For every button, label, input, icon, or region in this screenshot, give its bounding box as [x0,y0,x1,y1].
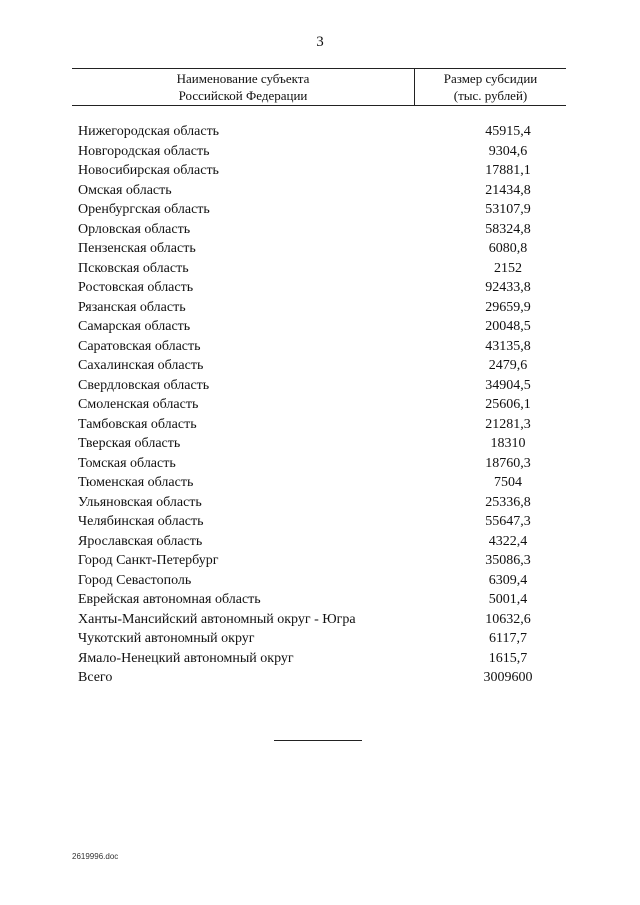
subsidy-value: 1615,7 [488,650,528,666]
table-row [78,454,566,474]
table-row [78,493,566,513]
subsidy-value: 5001,4 [488,592,528,607]
subsidy-value: 25336,8 [485,494,531,510]
subsidy-value: 21434,8 [485,182,531,198]
subsidy-value: 17881,1 [485,163,531,178]
table-row [78,649,566,669]
subsidy-value: 92433,8 [485,280,531,295]
document-file-code: 2619996.doc [72,852,119,861]
subject-name: Новгородская область [78,143,210,159]
table-row [78,259,566,279]
subject-name: Псковская область [78,260,189,276]
subject-name: Рязанская область [78,299,186,315]
table-row [78,161,566,181]
subject-name: Город Севастополь [78,572,192,588]
table-row [78,298,566,318]
subsidy-value: 58324,8 [485,221,531,237]
subsidy-value: 6117,7 [489,631,527,646]
subsidy-value: 3009600 [483,670,533,685]
table-row [78,356,566,376]
header-subject-line2: Российской Федерации [178,88,308,103]
subject-name: Челябинская область [78,514,204,529]
table-row [78,220,566,240]
table-row [78,590,566,610]
subject-name: Ханты-Мансийский автономный округ - Югра [78,611,356,627]
table-row [78,395,566,415]
end-separator-line [274,740,362,741]
subject-name: Сахалинская область [78,358,204,373]
subsidy-value: 20048,5 [485,319,531,334]
table-row [78,629,566,649]
subsidy-value: 6080,8 [488,241,528,256]
table-body [78,122,566,688]
subsidy-value: 55647,3 [485,514,531,529]
subject-name: Орловская область [78,221,191,237]
subject-name: Саратовская область [78,338,201,354]
subject-name: Новосибирская область [78,163,219,178]
table-row [78,200,566,220]
table-row [78,337,566,357]
table-header [72,68,566,106]
header-size-line2: (тыс. рублей) [453,88,528,103]
subject-name: Томская область [78,455,176,471]
table-row [78,239,566,259]
table-row [78,317,566,337]
subject-name: Оренбургская область [78,202,210,217]
subsidy-value: 18310 [490,436,526,451]
subsidy-value: 6309,4 [488,572,528,588]
subsidy-value: 35086,3 [485,553,531,568]
subsidy-value: 45915,4 [485,124,531,139]
subsidy-value: 7504 [494,475,522,490]
page-number: 3 [316,34,324,50]
table-row [78,668,566,688]
subsidy-value: 43135,8 [485,338,531,354]
header-subject-line1: Наименование субъекта [176,71,310,86]
header-subsidy-size [415,70,566,104]
table-row [78,532,566,552]
subject-name: Пензенская область [78,241,196,256]
header-size-line1: Размер субсидии [443,71,538,86]
subject-name: Свердловская область [78,377,210,393]
subject-name: Тамбовская область [78,416,197,432]
table-row [78,376,566,396]
subject-name: Ямало-Ненецкий автономный округ [78,650,294,666]
table-row [78,571,566,591]
table-row [78,142,566,162]
subject-name: Нижегородская область [78,124,220,139]
table-row [78,610,566,630]
subject-name: Смоленская область [78,397,199,412]
subsidy-value: 9304,6 [488,143,528,159]
subsidy-value: 4322,4 [488,533,528,549]
subject-name: Еврейская автономная область [78,592,261,607]
subsidy-value: 18760,3 [485,455,531,471]
subject-name: Самарская область [78,319,191,334]
table-row [78,512,566,532]
subsidy-value: 29659,9 [485,299,531,315]
table-row [78,122,566,142]
table-row [78,415,566,435]
subsidy-value: 34904,5 [485,377,531,393]
subject-name: Тверская область [78,436,181,451]
subject-name: Всего [78,670,113,685]
subsidy-value: 53107,9 [485,202,531,217]
table-row [78,181,566,201]
subsidy-value: 21281,3 [485,416,531,432]
subject-name: Ульяновская область [78,494,202,510]
subject-name: Тюменская область [78,475,194,490]
subject-name: Город Санкт-Петербург [78,553,219,568]
table-row [78,278,566,298]
subject-name: Омская область [78,182,172,198]
subsidy-value: 2152 [494,260,522,276]
table-row [78,473,566,493]
subject-name: Ярославская область [78,533,203,549]
header-subject-name [72,70,414,104]
table-row [78,434,566,454]
subject-name: Чукотский автономный округ [78,631,255,646]
subsidy-value: 10632,6 [485,611,531,627]
subject-name: Ростовская область [78,280,194,295]
table-row [78,551,566,571]
subsidy-value: 25606,1 [485,397,531,412]
subsidy-value: 2479,6 [488,358,528,373]
